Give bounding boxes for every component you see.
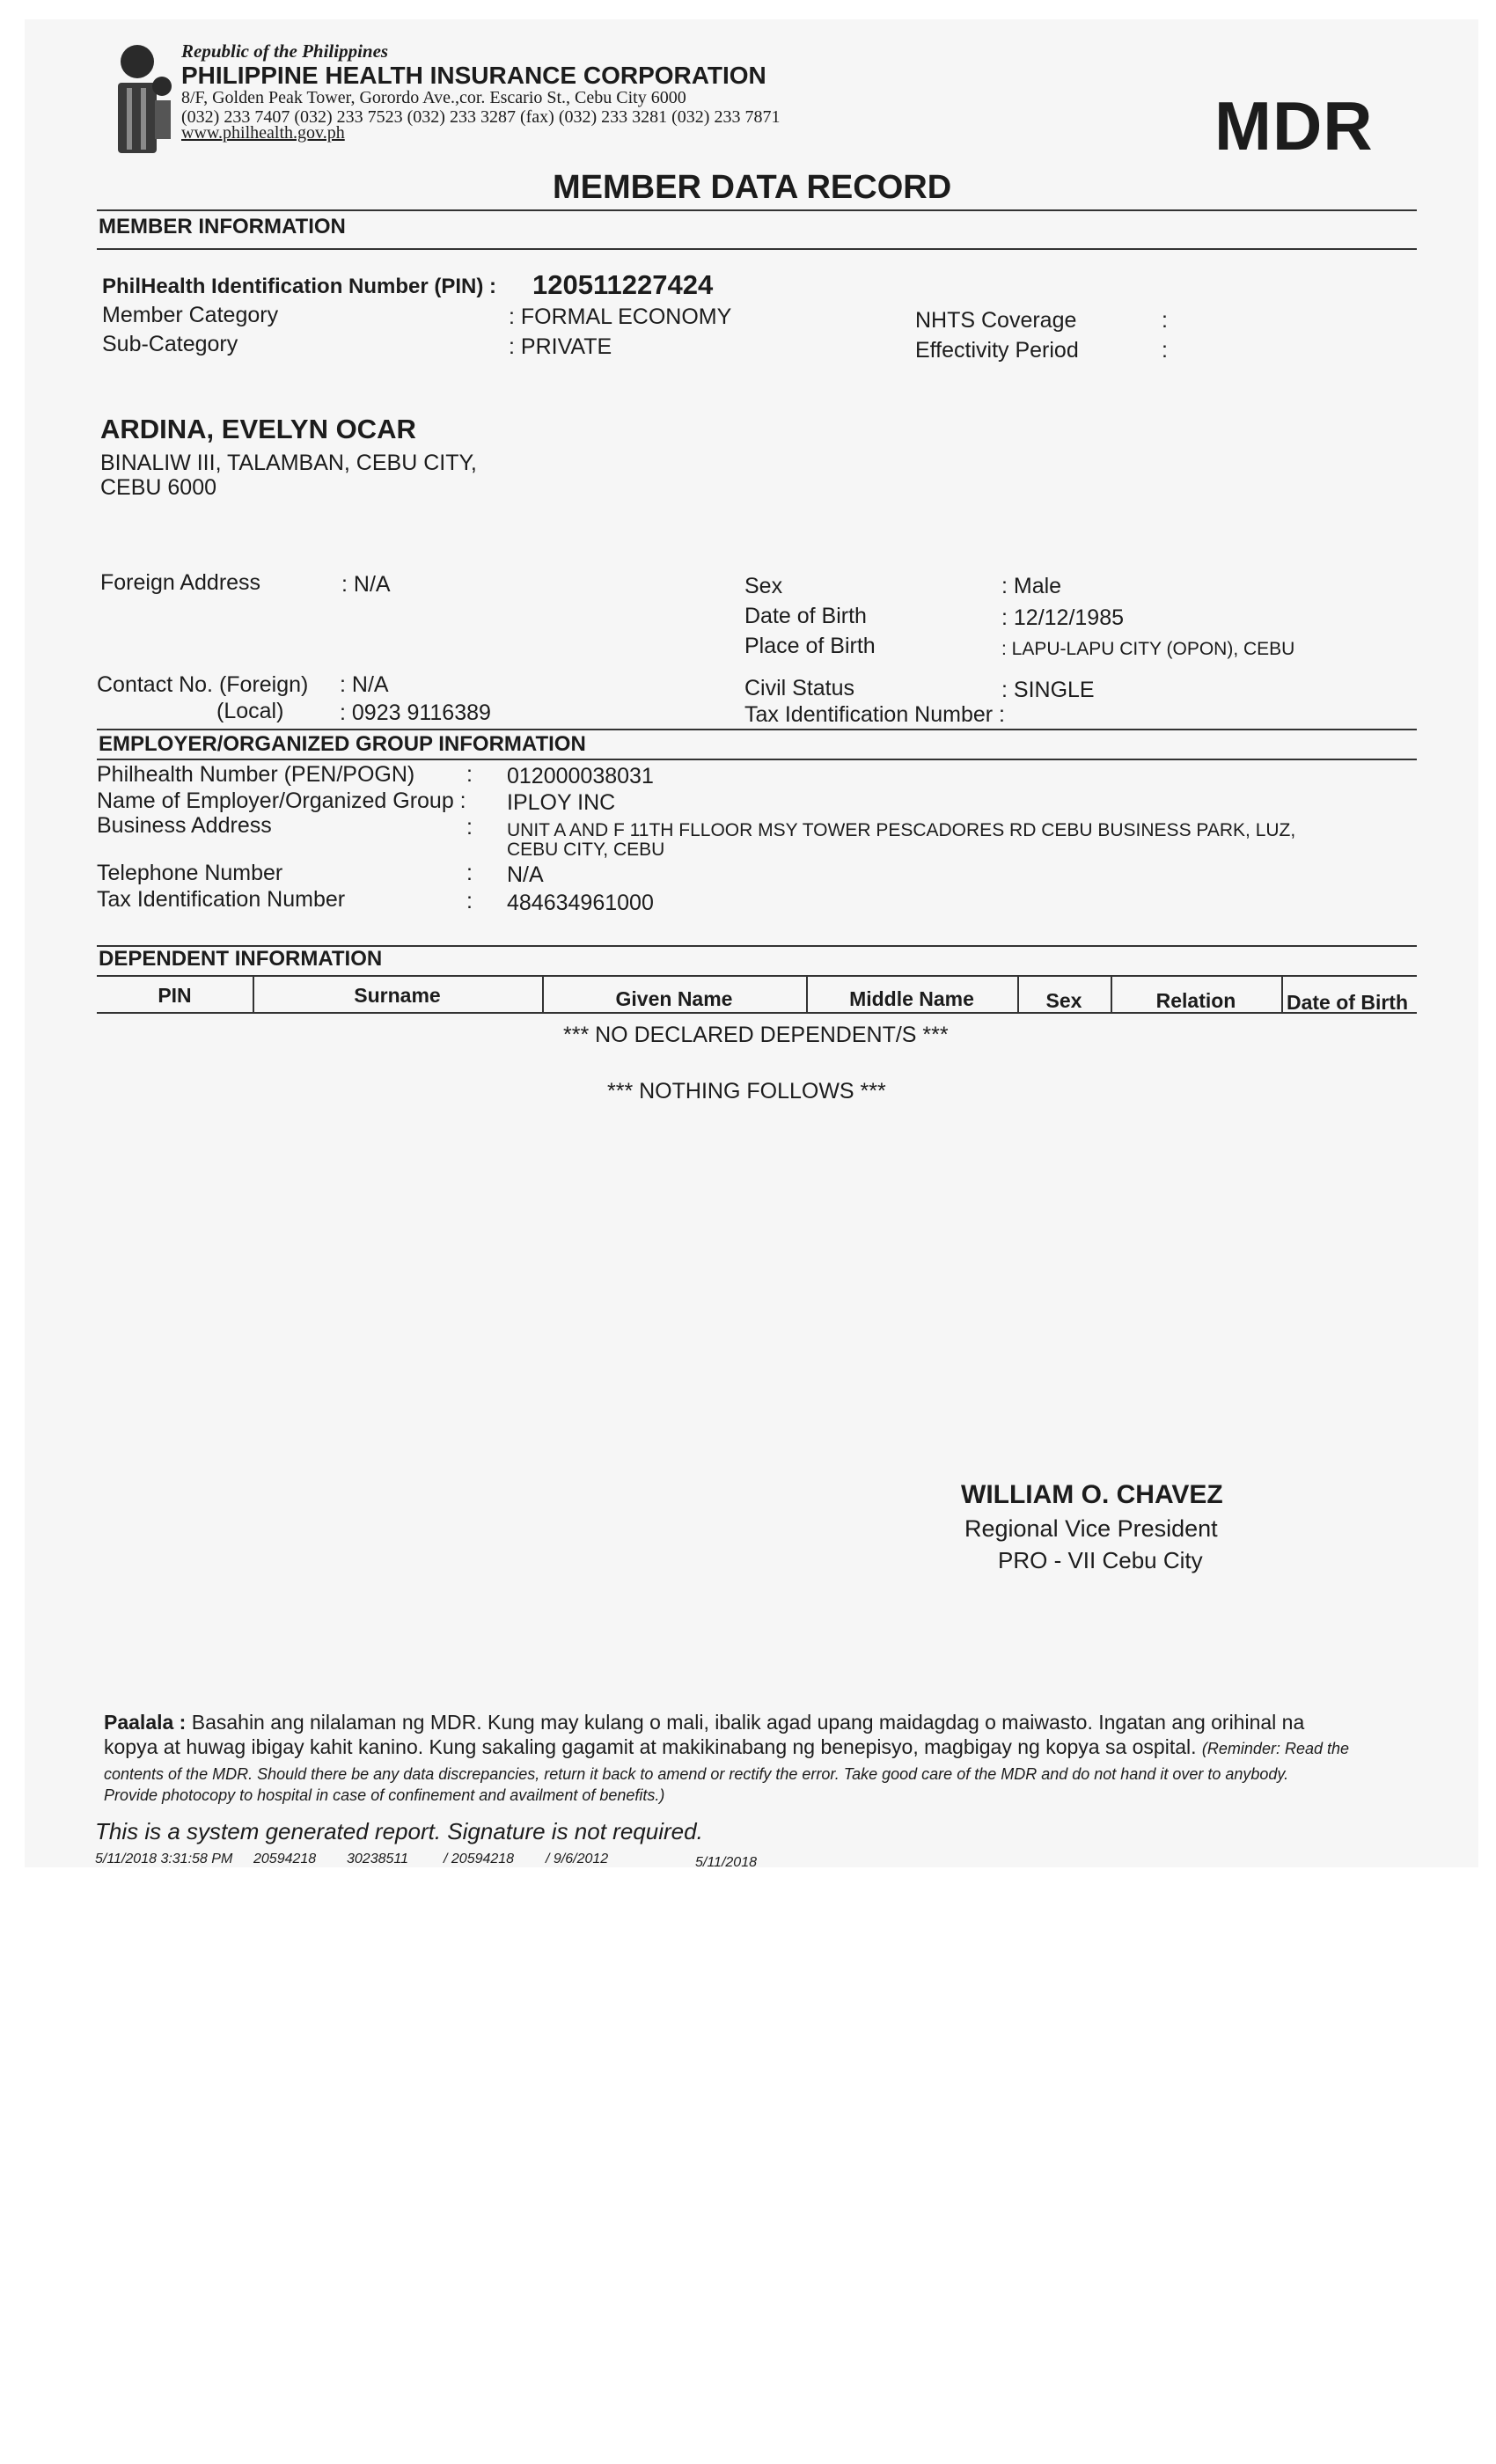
paalala-line2: [104, 1735, 1349, 1759]
business-address-colon: :: [466, 815, 473, 840]
employer-info-heading: EMPLOYER/ORGANIZED GROUP INFORMATION: [99, 732, 586, 756]
paalala-label: Paalala :: [104, 1711, 187, 1734]
member-category-label: Member Category: [102, 303, 279, 327]
signatory-name: WILLIAM O. CHAVEZ: [961, 1480, 1223, 1509]
member-address-line1: BINALIW III, TALAMBAN, CEBU CITY,: [100, 451, 477, 475]
member-info-heading: MEMBER INFORMATION: [99, 215, 346, 238]
print-stamp-a: 20594218: [253, 1852, 317, 1866]
nhts-coverage-label: NHTS Coverage: [915, 308, 1077, 333]
sub-category-value: : PRIVATE: [509, 334, 612, 359]
divider: [97, 729, 1417, 730]
page-title: MEMBER DATA RECORD: [553, 169, 952, 206]
contact-local-label: (Local): [216, 699, 284, 723]
dependent-info-heading: DEPENDENT INFORMATION: [99, 947, 383, 971]
member-address-line2: CEBU 6000: [100, 475, 217, 500]
pen-colon: :: [466, 762, 473, 787]
divider: [97, 759, 1417, 760]
paalala-text: Basahin ang nilalaman ng MDR. Kung may kulang o mali, ibalik agad upang maidagdag o maiwasto. Ingatan ang orihinal na: [191, 1711, 1305, 1734]
divider: [97, 209, 1417, 211]
date-of-birth-label: Date of Birth: [744, 604, 867, 628]
member-tin-label: Tax Identification Number :: [744, 702, 1005, 727]
contact-local-value: : 0923 9116389: [340, 700, 491, 725]
column-header-given-name: Given Name: [615, 987, 733, 1010]
sex-value: : Male: [1001, 574, 1062, 598]
reminder-english-line1: contents of the MDR. Should there be any data discrepancies, return it back to amend or rectify the error. Take good care of the MDR and do not hand it over to anybody.: [104, 1765, 1289, 1783]
contact-foreign-label: Contact No. (Foreign): [97, 672, 309, 697]
employer-name-value: IPLOY INC: [507, 790, 616, 815]
paalala-text-2: kopya at huwag ibigay kahit kanino. Kung sakaling gagamit at makikinabang ng benepisyo, magbigay ng kopya sa ospital.: [104, 1735, 1197, 1758]
nothing-follows-text: *** NOTHING FOLLOWS ***: [607, 1079, 886, 1104]
contact-foreign-value: : N/A: [340, 672, 389, 697]
pen-label: Philhealth Number (PEN/POGN): [97, 762, 415, 787]
employer-tin-value: 484634961000: [507, 891, 654, 915]
column-header-date-of-birth: Date of Birth: [1287, 991, 1408, 1014]
civil-status-value: : SINGLE: [1001, 678, 1095, 702]
corporation-address: 8/F, Golden Peak Tower, Gorordo Ave.,cor. Escario St., Cebu City 6000: [181, 88, 686, 107]
nhts-coverage-colon: :: [1162, 308, 1168, 333]
philhealth-logo: [104, 42, 174, 157]
column-header-pin: PIN: [158, 984, 192, 1007]
pen-value: 012000038031: [507, 764, 654, 788]
column-header-relation: Relation: [1155, 989, 1236, 1012]
print-stamp-c: / 20594218: [444, 1852, 515, 1866]
date-of-birth-value: : 12/12/1985: [1001, 605, 1125, 630]
column-header-surname: Surname: [354, 984, 441, 1007]
divider: [97, 248, 1417, 250]
paalala-line1: [104, 1711, 1304, 1734]
system-generated-note: This is a system generated report. Signature is not required.: [95, 1818, 703, 1844]
business-address-label: Business Address: [97, 813, 272, 838]
print-stamp-e: 5/11/2018: [695, 1855, 757, 1870]
reminder-english-line2: Provide photocopy to hospital in case of confinement and availment of benefits.): [104, 1786, 665, 1804]
reminder-tail: (Reminder: Read the: [1201, 1740, 1350, 1757]
employer-name-label: Name of Employer/Organized Group :: [97, 788, 466, 813]
civil-status-label: Civil Status: [744, 676, 855, 700]
effectivity-period-colon: :: [1162, 338, 1168, 363]
employer-tin-colon: :: [466, 889, 473, 913]
foreign-address-value: : N/A: [341, 572, 391, 597]
website-link[interactable]: www.philhealth.gov.ph: [181, 123, 345, 143]
foreign-address-label: Foreign Address: [100, 570, 261, 595]
corporation-phones: (032) 233 7407 (032) 233 7523 (032) 233 3287 (fax) (032) 233 3281 (032) 233 7871: [181, 107, 781, 127]
telephone-label: Telephone Number: [97, 861, 283, 885]
telephone-value: N/A: [507, 862, 544, 887]
print-datetime: 5/11/2018 3:31:58 PM: [95, 1852, 233, 1866]
place-of-birth-value: : LAPU-LAPU CITY (OPON), CEBU: [1001, 639, 1295, 659]
employer-tin-label: Tax Identification Number: [97, 887, 346, 912]
pin-label: PhilHealth Identification Number (PIN) :: [102, 275, 497, 298]
column-header-sex: Sex: [1045, 989, 1082, 1012]
effectivity-period-label: Effectivity Period: [915, 338, 1079, 363]
member-name: ARDINA, EVELYN OCAR: [100, 414, 416, 444]
place-of-birth-label: Place of Birth: [744, 634, 876, 658]
sex-label: Sex: [744, 574, 783, 598]
print-stamp-b: 30238511: [347, 1852, 408, 1866]
corporation-name: PHILIPPINE HEALTH INSURANCE CORPORATION: [181, 62, 766, 89]
column-header-middle-name: Middle Name: [849, 987, 974, 1010]
sub-category-label: Sub-Category: [102, 332, 238, 356]
business-address-line1: UNIT A AND F 11TH FLLOOR MSY TOWER PESCADORES RD CEBU BUSINESS PARK, LUZ,: [507, 820, 1296, 840]
member-category-value: : FORMAL ECONOMY: [509, 304, 732, 329]
no-dependents-text: *** NO DECLARED DEPENDENT/S ***: [563, 1023, 949, 1047]
republic-text: Republic of the Philippines: [181, 40, 389, 62]
table-top-rule: [97, 975, 1417, 977]
print-stamp-d: / 9/6/2012: [546, 1852, 609, 1866]
signatory-position: Regional Vice President: [964, 1515, 1218, 1542]
mdr-badge: MDR: [1214, 87, 1374, 165]
telephone-colon: :: [466, 861, 473, 885]
pin-value: 120511227424: [532, 269, 714, 300]
signatory-office: PRO - VII Cebu City: [998, 1547, 1203, 1573]
business-address-line2: CEBU CITY, CEBU: [507, 840, 665, 860]
